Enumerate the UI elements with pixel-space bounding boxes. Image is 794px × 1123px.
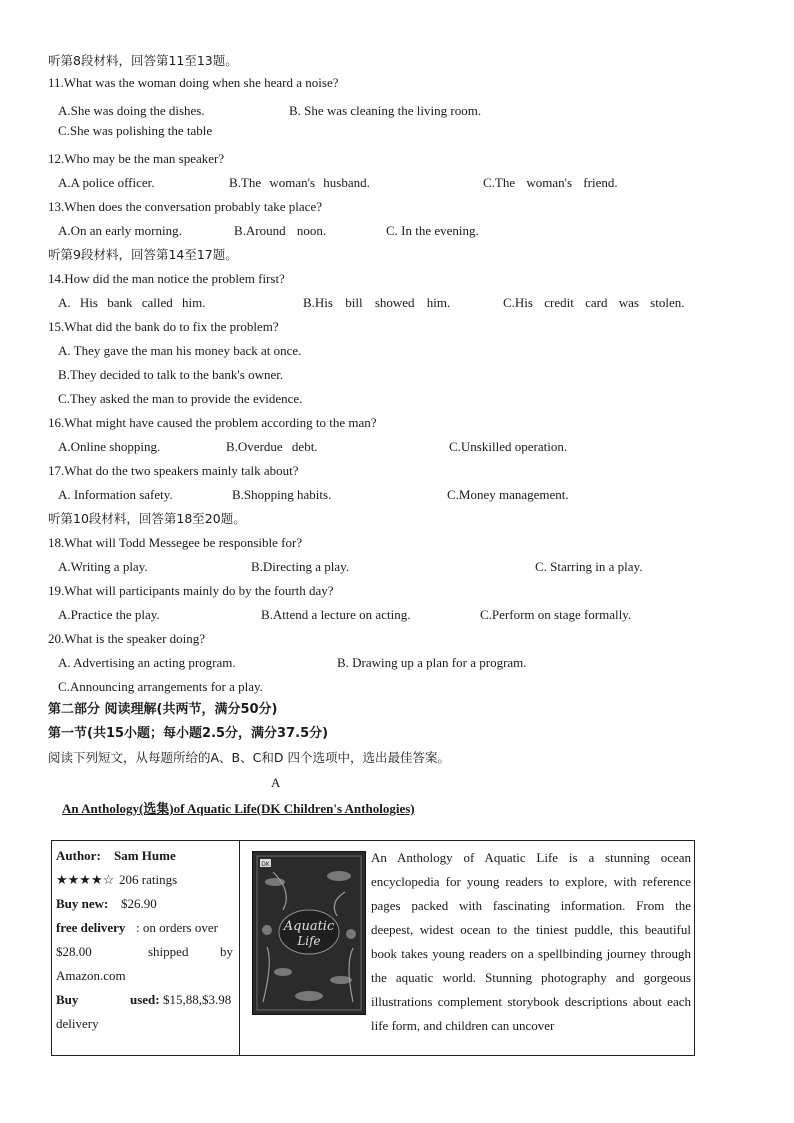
passage-title: An Anthology(选集)of Aquatic Life(DK Children's Anthologies) <box>62 801 415 816</box>
buy-used-label-b: used: <box>130 992 160 1007</box>
question-12: 12.Who may be the man speaker? <box>48 151 225 166</box>
q16-option-c: C.Unskilled operation. <box>449 439 568 454</box>
cover-badge: DK <box>261 861 270 868</box>
free-delivery-shipped: shipped <box>148 944 189 959</box>
book-description: An Anthology of Aquatic Life is a stunning ocean encyclopedia for young readers to explore, with reference pages packed with fascinating information. From the deepest, widest ocean to the tiniest puddle, this beautiful book takes young readers on a spellbinding journey through the aquatic world. Stunning photography and gorgeous illustrations complement storybook descriptions about each life form, and children can uncover <box>371 850 691 1033</box>
reading-instruction: 阅读下列短文，从每题所给的A、B、C和D 四个选项中，选出最佳答案。 <box>48 750 450 765</box>
q19-option-c: C.Perform on stage formally. <box>480 607 632 622</box>
q12-option-c: C.The woman's friend. <box>483 175 618 190</box>
q13-option-b: B.Around noon. <box>234 223 327 238</box>
question-15: 15.What did the bank do to fix the problem? <box>48 319 279 334</box>
cover-title-line2: Life <box>297 934 321 948</box>
q18-option-a: A.Writing a play. <box>58 559 148 574</box>
free-delivery-by: by <box>220 944 233 959</box>
free-delivery-amount: $28.00 <box>56 944 92 959</box>
q18-option-c: C. Starring in a play. <box>535 559 643 574</box>
q12-option-a: A.A police officer. <box>58 175 155 190</box>
star-rating: ★★★★☆ <box>56 872 115 887</box>
q16-option-a: A.Online shopping. <box>58 439 161 454</box>
q19-option-b: B.Attend a lecture on acting. <box>261 607 411 622</box>
book-cover-image <box>252 851 366 1015</box>
q14-option-a: A. His bank called him. <box>58 295 206 310</box>
question-14: 14.How did the man notice the problem first? <box>48 271 285 286</box>
q13-option-a: A.On an early morning. <box>58 223 182 238</box>
passage-letter: A <box>271 775 281 790</box>
free-delivery-label: free delivery <box>56 920 126 935</box>
question-17: 17.What do the two speakers mainly talk about? <box>48 463 299 478</box>
q15-option-c: C.They asked the man to provide the evidence. <box>58 391 303 406</box>
cover-artwork <box>253 852 365 1014</box>
author-label: Author: <box>56 848 101 863</box>
free-delivery-text: : on orders over <box>136 920 218 935</box>
question-19: 19.What will participants mainly do by the fourth day? <box>48 583 334 598</box>
q20-option-b: B. Drawing up a plan for a program. <box>337 655 527 670</box>
part-2-heading: 第二部分 阅读理解(共两节，满分50分) <box>48 702 278 717</box>
ratings-count: 206 ratings <box>119 872 178 887</box>
q17-option-c: C.Money management. <box>447 487 569 502</box>
q15-option-b: B.They decided to talk to the bank's owner. <box>58 367 284 382</box>
q15-option-a: A. They gave the man his money back at once. <box>58 343 302 358</box>
buy-used-label-a: Buy <box>56 992 79 1007</box>
q11-option-a: A.She was doing the dishes. <box>58 103 205 118</box>
cover-title-line1: Aquatic <box>283 919 335 934</box>
q17-option-a: A. Information safety. <box>58 487 173 502</box>
q20-option-c: C.Announcing arrangements for a play. <box>58 679 263 694</box>
question-16: 16.What might have caused the problem according to the man? <box>48 415 377 430</box>
q13-option-c: C. In the evening. <box>386 223 479 238</box>
q12-option-b: B.The woman's husband. <box>229 175 370 190</box>
q17-option-b: B.Shopping habits. <box>232 487 332 502</box>
question-18: 18.What will Todd Messegee be responsible for? <box>48 535 303 550</box>
q14-option-b: B.His bill showed him. <box>303 295 451 310</box>
section-1-heading: 第一节(共15小题；每小题2.5分，满分37.5分) <box>48 726 329 741</box>
buy-new-label: Buy new: <box>56 896 109 911</box>
q19-option-a: A.Practice the play. <box>58 607 160 622</box>
question-13: 13.When does the conversation probably take place? <box>48 199 322 214</box>
section-8-heading: 听第8段材料，回答第11至13题。 <box>48 53 238 68</box>
q11-option-c: C.She was polishing the table <box>58 123 213 138</box>
delivery-text: delivery <box>56 1016 99 1031</box>
question-11: 11.What was the woman doing when she heard a noise? <box>48 75 339 90</box>
question-20: 20.What is the speaker doing? <box>48 631 206 646</box>
buy-used-price: $15,88,$3.98 <box>163 992 232 1007</box>
q20-option-a: A. Advertising an acting program. <box>58 655 236 670</box>
buy-new-price: $26.90 <box>121 896 157 911</box>
q16-option-b: B.Overdue debt. <box>226 439 318 454</box>
section-9-heading: 听第9段材料，回答第14至17题。 <box>48 247 238 262</box>
q14-option-c: C.His credit card was stolen. <box>503 295 685 310</box>
free-delivery-store: Amazon.com <box>56 968 126 983</box>
section-10-heading: 听第10段材料，回答第18至20题。 <box>48 511 246 526</box>
author-name: Sam Hume <box>114 848 176 863</box>
q18-option-b: B.Directing a play. <box>251 559 350 574</box>
q11-option-b: B. She was cleaning the living room. <box>289 103 482 118</box>
